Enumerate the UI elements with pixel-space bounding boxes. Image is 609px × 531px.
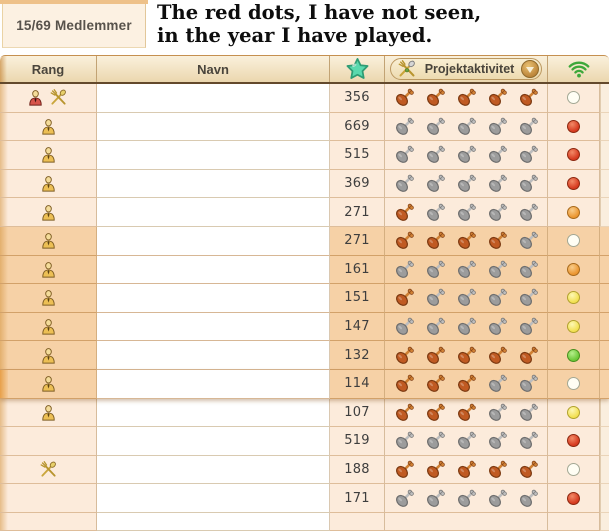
drumstick-inactive-icon bbox=[426, 317, 445, 336]
drumstick-active-icon bbox=[426, 374, 445, 393]
drumstick-active-icon bbox=[519, 346, 538, 365]
drumstick-inactive-icon bbox=[395, 489, 414, 508]
drumstick-inactive-icon bbox=[519, 489, 538, 508]
column-header-activity bbox=[385, 56, 548, 82]
drumstick-inactive-icon bbox=[488, 489, 507, 508]
row-right-strip bbox=[600, 227, 609, 256]
member-icon bbox=[41, 375, 56, 392]
drumstick-active-icon bbox=[457, 231, 476, 250]
leader-icon bbox=[28, 89, 43, 106]
rank-cell bbox=[0, 513, 97, 531]
points-cell bbox=[330, 170, 385, 199]
drumstick-active-icon bbox=[395, 231, 414, 250]
table-row[interactable] bbox=[0, 456, 609, 485]
points-cell bbox=[330, 341, 385, 370]
drumstick-inactive-icon bbox=[395, 174, 414, 193]
drumstick-inactive-icon bbox=[395, 317, 414, 336]
points-cell bbox=[330, 399, 385, 428]
chevron-down-icon[interactable] bbox=[521, 60, 539, 78]
member-icon bbox=[41, 289, 56, 306]
drumstick-active-icon bbox=[395, 403, 414, 422]
points-cell bbox=[330, 284, 385, 313]
drumstick-inactive-icon bbox=[426, 117, 445, 136]
drumstick-inactive-icon bbox=[519, 431, 538, 450]
table-row[interactable] bbox=[0, 427, 609, 456]
member-icon bbox=[41, 232, 56, 249]
activity-filter-dropdown[interactable] bbox=[390, 58, 542, 80]
drumstick-inactive-icon bbox=[488, 260, 507, 279]
drumstick-inactive-icon bbox=[488, 203, 507, 222]
member-icon bbox=[41, 261, 56, 278]
drumstick-inactive-icon bbox=[457, 117, 476, 136]
drumstick-inactive-icon bbox=[488, 288, 507, 307]
drumstick-inactive-icon bbox=[519, 231, 538, 250]
drumstick-inactive-icon bbox=[395, 117, 414, 136]
member-table-body bbox=[0, 84, 609, 531]
member-icon bbox=[41, 146, 56, 163]
activity-cell bbox=[385, 170, 548, 199]
points-value: 271 bbox=[344, 204, 370, 220]
rank-cell bbox=[0, 113, 97, 142]
activity-cell bbox=[385, 113, 548, 142]
drumstick-inactive-icon bbox=[519, 145, 538, 164]
row-right-strip bbox=[600, 198, 609, 227]
points-value: 114 bbox=[344, 376, 370, 392]
points-cell bbox=[330, 198, 385, 227]
activity-cell bbox=[385, 341, 548, 370]
points-value: 356 bbox=[344, 90, 370, 106]
rank-cell bbox=[0, 170, 97, 199]
drumstick-inactive-icon bbox=[395, 260, 414, 279]
status-cell bbox=[548, 256, 600, 285]
drumstick-active-icon bbox=[426, 231, 445, 250]
drumstick-active-icon bbox=[457, 346, 476, 365]
drumstick-inactive-icon bbox=[488, 374, 507, 393]
column-header-rank[interactable] bbox=[0, 56, 97, 82]
activity-cell bbox=[385, 284, 548, 313]
status-dot bbox=[567, 234, 580, 247]
drumstick-inactive-icon bbox=[426, 203, 445, 222]
status-cell bbox=[548, 313, 600, 342]
row-right-strip bbox=[600, 341, 609, 370]
drumstick-active-icon bbox=[457, 403, 476, 422]
drumstick-inactive-icon bbox=[457, 145, 476, 164]
rank-cell bbox=[0, 427, 97, 456]
status-dot bbox=[567, 206, 580, 219]
table-row[interactable] bbox=[0, 170, 609, 199]
annotation-line-1: The red dots, I have not seen, bbox=[157, 1, 482, 24]
status-dot bbox=[567, 177, 580, 190]
drumstick-inactive-icon bbox=[426, 174, 445, 193]
fork-spoon-icon bbox=[396, 60, 418, 78]
fork-spoon-icon bbox=[48, 89, 69, 106]
row-right-strip bbox=[600, 513, 609, 531]
row-right-strip bbox=[600, 427, 609, 456]
row-right-strip bbox=[600, 84, 609, 113]
status-cell bbox=[548, 399, 600, 428]
name-cell bbox=[97, 198, 330, 227]
status-dot bbox=[567, 320, 580, 333]
row-right-strip bbox=[600, 484, 609, 513]
status-cell bbox=[548, 113, 600, 142]
status-dot bbox=[567, 291, 580, 304]
row-right-strip bbox=[600, 170, 609, 199]
activity-cell bbox=[385, 227, 548, 256]
drumstick-active-icon bbox=[488, 460, 507, 479]
drumstick-inactive-icon bbox=[519, 117, 538, 136]
name-cell bbox=[97, 427, 330, 456]
rank-cell bbox=[0, 256, 97, 285]
rank-cell bbox=[0, 227, 97, 256]
points-value: 669 bbox=[344, 118, 370, 134]
tab-members[interactable]: 15/69 Medlemmer bbox=[2, 4, 146, 48]
drumstick-active-icon bbox=[519, 460, 538, 479]
drumstick-active-icon bbox=[457, 460, 476, 479]
table-row[interactable] bbox=[0, 227, 609, 256]
drumstick-active-icon bbox=[519, 88, 538, 107]
table-row[interactable] bbox=[0, 341, 609, 370]
name-cell bbox=[97, 370, 330, 399]
status-cell bbox=[548, 141, 600, 170]
row-right-strip bbox=[600, 370, 609, 399]
name-cell bbox=[97, 313, 330, 342]
table-row[interactable] bbox=[0, 84, 609, 113]
drumstick-inactive-icon bbox=[395, 431, 414, 450]
drumstick-active-icon bbox=[457, 374, 476, 393]
activity-cell bbox=[385, 256, 548, 285]
activity-cell bbox=[385, 399, 548, 428]
activity-cell bbox=[385, 484, 548, 513]
drumstick-inactive-icon bbox=[488, 317, 507, 336]
rank-cell bbox=[0, 284, 97, 313]
member-icon bbox=[41, 404, 56, 421]
annotation-text bbox=[157, 1, 481, 47]
points-cell bbox=[330, 113, 385, 142]
annotation-line-2: in the year I have played. bbox=[157, 24, 433, 47]
points-cell bbox=[330, 484, 385, 513]
points-cell bbox=[330, 227, 385, 256]
activity-cell bbox=[385, 198, 548, 227]
activity-cell bbox=[385, 513, 548, 531]
drumstick-active-icon bbox=[488, 88, 507, 107]
row-right-strip bbox=[600, 113, 609, 142]
rank-cell bbox=[0, 484, 97, 513]
drumstick-inactive-icon bbox=[457, 489, 476, 508]
drumstick-inactive-icon bbox=[488, 431, 507, 450]
status-cell bbox=[548, 427, 600, 456]
points-value: 147 bbox=[344, 319, 370, 335]
status-cell bbox=[548, 284, 600, 313]
points-value: 171 bbox=[344, 490, 370, 506]
star-icon bbox=[345, 57, 370, 82]
row-right-strip bbox=[600, 141, 609, 170]
drumstick-inactive-icon bbox=[519, 174, 538, 193]
drumstick-inactive-icon bbox=[488, 145, 507, 164]
points-cell bbox=[330, 456, 385, 485]
rank-cell bbox=[0, 370, 97, 399]
drumstick-inactive-icon bbox=[519, 374, 538, 393]
drumstick-active-icon bbox=[395, 374, 414, 393]
status-dot bbox=[567, 406, 580, 419]
member-icon bbox=[41, 318, 56, 335]
activity-cell bbox=[385, 456, 548, 485]
drumstick-inactive-icon bbox=[426, 431, 445, 450]
name-cell bbox=[97, 113, 330, 142]
status-dot bbox=[567, 91, 580, 104]
drumstick-active-icon bbox=[395, 346, 414, 365]
member-icon bbox=[41, 175, 56, 192]
drumstick-active-icon bbox=[395, 288, 414, 307]
table-row[interactable] bbox=[0, 141, 609, 170]
points-value: 132 bbox=[344, 347, 370, 363]
activity-cell bbox=[385, 370, 548, 399]
drumstick-inactive-icon bbox=[457, 317, 476, 336]
name-cell bbox=[97, 227, 330, 256]
table-row[interactable] bbox=[0, 284, 609, 313]
drumstick-inactive-icon bbox=[488, 403, 507, 422]
drumstick-inactive-icon bbox=[457, 260, 476, 279]
points-value: 161 bbox=[344, 261, 370, 277]
table-row[interactable] bbox=[0, 256, 609, 285]
points-value: 151 bbox=[344, 290, 370, 306]
table-header bbox=[0, 55, 609, 84]
points-cell bbox=[330, 84, 385, 113]
name-cell bbox=[97, 256, 330, 285]
status-cell bbox=[548, 341, 600, 370]
drumstick-active-icon bbox=[426, 88, 445, 107]
status-dot bbox=[567, 263, 580, 276]
wifi-icon bbox=[568, 61, 590, 78]
drumstick-active-icon bbox=[395, 88, 414, 107]
name-cell bbox=[97, 456, 330, 485]
member-icon bbox=[41, 204, 56, 221]
status-cell bbox=[548, 227, 600, 256]
activity-filter-label: Projektaktivitet bbox=[424, 62, 515, 76]
drumstick-inactive-icon bbox=[426, 489, 445, 508]
drumstick-inactive-icon bbox=[519, 288, 538, 307]
row-right-strip bbox=[600, 456, 609, 485]
column-header-name[interactable] bbox=[97, 56, 330, 82]
status-dot bbox=[567, 120, 580, 133]
status-cell bbox=[548, 170, 600, 199]
status-cell bbox=[548, 84, 600, 113]
table-row[interactable] bbox=[0, 313, 609, 342]
drumstick-inactive-icon bbox=[519, 317, 538, 336]
status-dot bbox=[567, 148, 580, 161]
drumstick-inactive-icon bbox=[426, 260, 445, 279]
name-cell bbox=[97, 513, 330, 531]
drumstick-active-icon bbox=[488, 231, 507, 250]
name-cell bbox=[97, 284, 330, 313]
table-row[interactable] bbox=[0, 484, 609, 513]
points-cell bbox=[330, 141, 385, 170]
drumstick-active-icon bbox=[395, 203, 414, 222]
points-value: 271 bbox=[344, 233, 370, 249]
name-cell bbox=[97, 399, 330, 428]
points-cell bbox=[330, 513, 385, 531]
name-cell bbox=[97, 484, 330, 513]
activity-cell bbox=[385, 313, 548, 342]
activity-cell bbox=[385, 427, 548, 456]
activity-cell bbox=[385, 84, 548, 113]
drumstick-active-icon bbox=[426, 460, 445, 479]
member-icon bbox=[41, 118, 56, 135]
row-right-strip bbox=[600, 284, 609, 313]
drumstick-inactive-icon bbox=[488, 117, 507, 136]
column-header-points[interactable] bbox=[330, 56, 385, 82]
drumstick-inactive-icon bbox=[426, 288, 445, 307]
points-value: 107 bbox=[344, 404, 370, 420]
name-header-label: Navn bbox=[197, 61, 229, 77]
drumstick-inactive-icon bbox=[457, 288, 476, 307]
table-row[interactable] bbox=[0, 370, 609, 399]
member-table bbox=[0, 55, 609, 531]
name-cell bbox=[97, 141, 330, 170]
points-value: 519 bbox=[344, 433, 370, 449]
status-cell bbox=[548, 484, 600, 513]
drumstick-inactive-icon bbox=[426, 145, 445, 164]
drumstick-inactive-icon bbox=[519, 260, 538, 279]
points-cell bbox=[330, 370, 385, 399]
drumstick-inactive-icon bbox=[519, 403, 538, 422]
points-cell bbox=[330, 256, 385, 285]
status-dot bbox=[567, 377, 580, 390]
status-cell bbox=[548, 513, 600, 531]
rank-cell bbox=[0, 399, 97, 428]
points-cell bbox=[330, 427, 385, 456]
row-right-strip bbox=[600, 313, 609, 342]
rank-cell bbox=[0, 341, 97, 370]
points-cell bbox=[330, 313, 385, 342]
rank-cell bbox=[0, 198, 97, 227]
rank-header-label: Rang bbox=[31, 61, 65, 77]
row-right-strip bbox=[600, 256, 609, 285]
rank-cell bbox=[0, 456, 97, 485]
points-value: 188 bbox=[344, 462, 370, 478]
drumstick-active-icon bbox=[488, 346, 507, 365]
rank-cell bbox=[0, 84, 97, 113]
drumstick-inactive-icon bbox=[457, 203, 476, 222]
rank-cell bbox=[0, 313, 97, 342]
status-cell bbox=[548, 198, 600, 227]
points-value: 369 bbox=[344, 176, 370, 192]
status-dot bbox=[567, 492, 580, 505]
table-row[interactable] bbox=[0, 513, 609, 531]
drumstick-active-icon bbox=[426, 403, 445, 422]
drumstick-inactive-icon bbox=[488, 174, 507, 193]
table-row[interactable] bbox=[0, 198, 609, 227]
activity-cell bbox=[385, 141, 548, 170]
drumstick-inactive-icon bbox=[457, 174, 476, 193]
drumstick-active-icon bbox=[457, 88, 476, 107]
status-dot bbox=[567, 434, 580, 447]
table-row[interactable] bbox=[0, 399, 609, 428]
fork-spoon-icon bbox=[38, 461, 59, 478]
name-cell bbox=[97, 341, 330, 370]
name-cell bbox=[97, 84, 330, 113]
name-cell bbox=[97, 170, 330, 199]
rank-cell bbox=[0, 141, 97, 170]
status-dot bbox=[567, 349, 580, 362]
drumstick-active-icon bbox=[395, 460, 414, 479]
drumstick-inactive-icon bbox=[457, 431, 476, 450]
drumstick-inactive-icon bbox=[395, 145, 414, 164]
column-header-status[interactable] bbox=[548, 56, 609, 82]
status-cell bbox=[548, 370, 600, 399]
row-right-strip bbox=[600, 399, 609, 428]
points-value: 515 bbox=[344, 147, 370, 163]
table-row[interactable] bbox=[0, 113, 609, 142]
drumstick-inactive-icon bbox=[519, 203, 538, 222]
drumstick-active-icon bbox=[426, 346, 445, 365]
member-icon bbox=[41, 347, 56, 364]
status-dot bbox=[567, 463, 580, 476]
status-cell bbox=[548, 456, 600, 485]
